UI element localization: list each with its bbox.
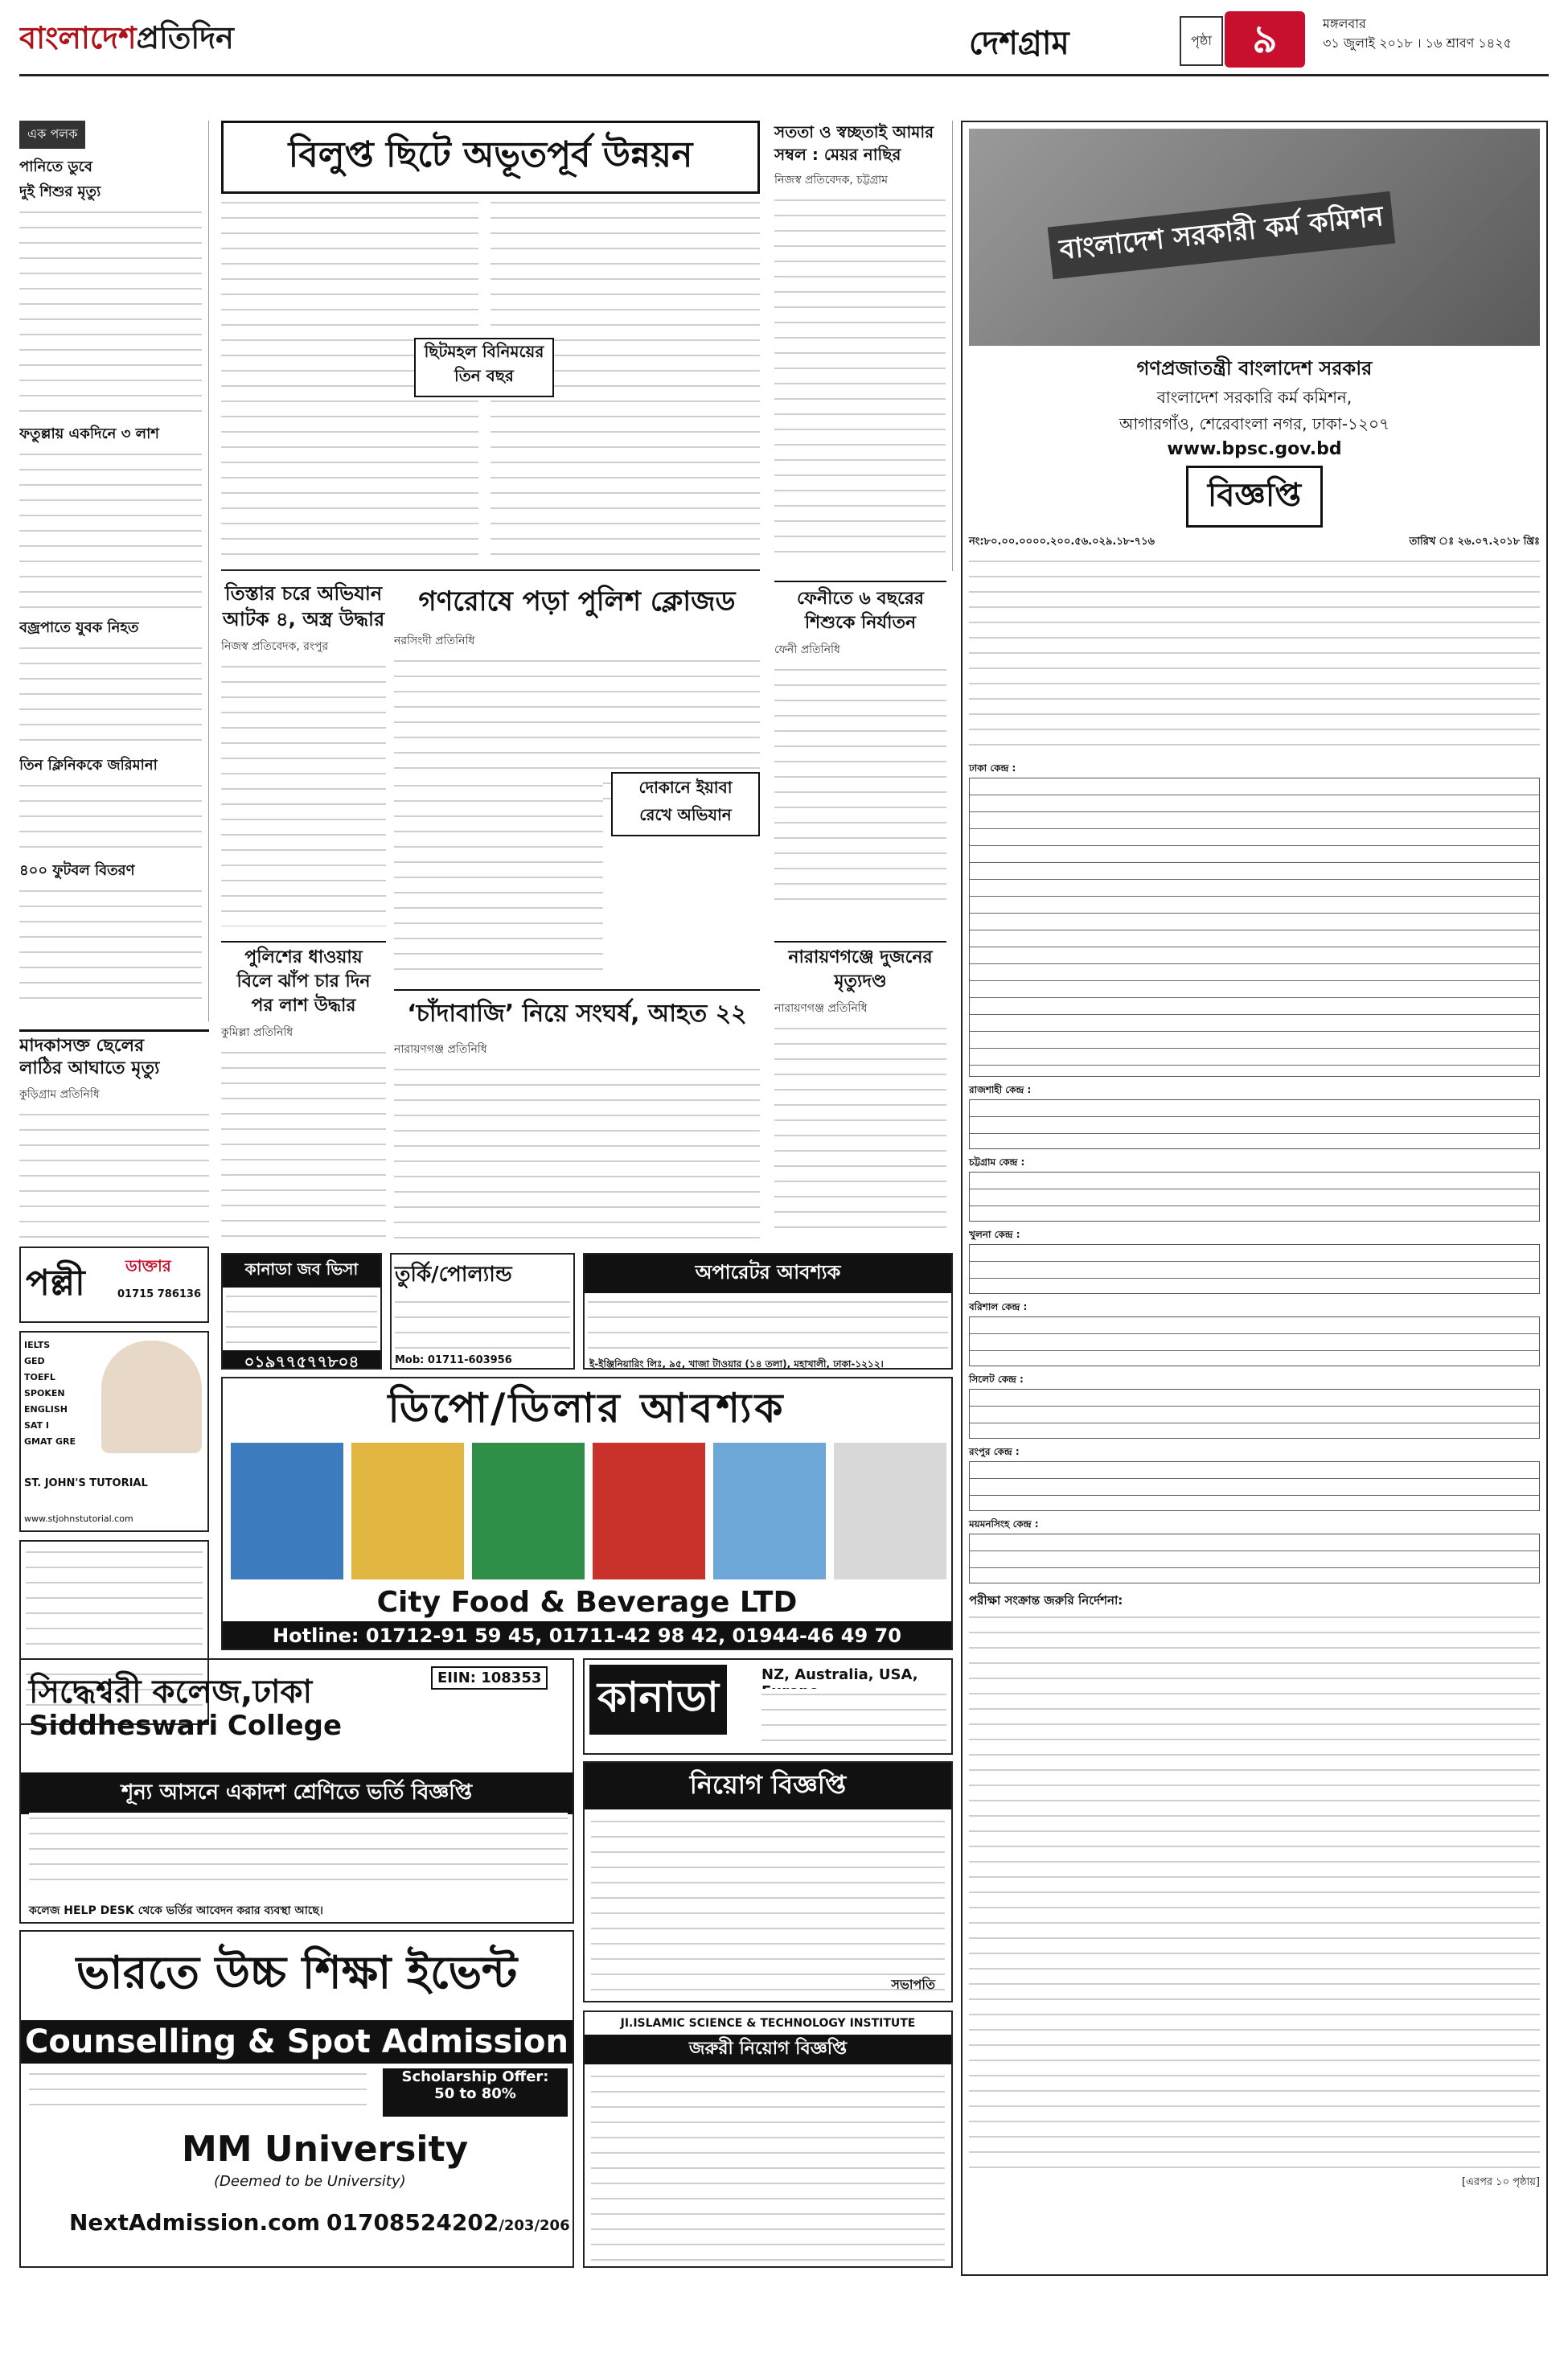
- story-madok-byline: কুড়িগ্রাম প্রতিনিধি: [19, 1088, 100, 1101]
- brief-head-3: বজ্রপাতে যুবক নিহত: [19, 619, 139, 636]
- siddheswari-admission: শূন্য আসনে একাদশ শ্রেণিতে ভর্তি বিজ্ঞপ্তি: [21, 1772, 573, 1814]
- india-event-text: [29, 2068, 367, 2117]
- sidebar-title: সততা ও স্বচ্ছতাই আমার সম্বল : মেয়র নাছির: [774, 122, 934, 164]
- sidebar-story: [768, 121, 953, 571]
- brief-body-1: [19, 207, 202, 416]
- palli-sub: ডাক্তার: [125, 1256, 171, 1275]
- india-event-title: ভারতে উচ্চ শিক্ষা ইভেন্ট: [76, 1947, 518, 1999]
- bpsc-intro: [969, 556, 1540, 757]
- section-name: দেশগ্রাম: [969, 25, 1069, 62]
- ielts-item: GMAT GRE: [24, 1436, 76, 1447]
- lead-story: [221, 121, 760, 571]
- brief-body-2: [19, 449, 202, 610]
- scholarship-label: Scholarship Offer:: [401, 2068, 549, 2085]
- centre-chattogram: চট্টগ্রাম কেন্দ্র :: [969, 1156, 1025, 1168]
- ad-niyog: [583, 1761, 953, 2002]
- product-image: [351, 1443, 464, 1579]
- centre-barishal: বরিশাল কেন্দ্র :: [969, 1301, 1028, 1312]
- story-tista-title: তিস্তার চরে অভিযান আটক ৪, অস্ত্র উদ্ধার: [222, 582, 385, 630]
- story-chadabaji-body: [394, 1064, 760, 1247]
- cityfood-name: City Food & Beverage LTD: [376, 1586, 798, 1619]
- ad-operator: [583, 1253, 953, 1370]
- next-ext: /203/206: [499, 2217, 570, 2234]
- story-tista-byline: নিজস্ব প্রতিবেদক, রংপুর: [221, 640, 329, 653]
- centre-dhaka: ঢাকা কেন্দ্র :: [969, 762, 1016, 774]
- palli-phone: 01715 786136: [117, 1288, 202, 1300]
- ad-india-event: [19, 1930, 574, 2268]
- centre-rangpur: রংপুর কেন্দ্র :: [969, 1446, 1020, 1457]
- ielts-item: SPOKEN ENGLISH: [24, 1388, 68, 1415]
- palli-title: পল্লী: [26, 1263, 85, 1304]
- niyog-sign: সভাপতি: [891, 1977, 935, 1992]
- brief-column: [19, 121, 209, 1021]
- page-label: পৃষ্ঠা: [1180, 16, 1223, 66]
- stjohn-name: ST. JOHN'S TUTORIAL: [24, 1477, 148, 1489]
- bpsc-instructions-head: পরীক্ষা সংক্রান্ত জরুরি নির্দেশনা:: [969, 1593, 1123, 1608]
- centre-rajshahi: রাজশাহী কেন্দ্র :: [969, 1084, 1032, 1095]
- ad-canada-job: [221, 1253, 382, 1370]
- brand-left: বাংলাদেশ: [19, 20, 137, 55]
- mm-sub: (Deemed to be University): [214, 2173, 406, 2190]
- bpsc-photo-caption: বাংলাদেশ সরকারী কর্ম কমিশন: [1048, 191, 1396, 279]
- depot-title: ডিপো/ডিলার আবশ্যক: [223, 1378, 951, 1445]
- brief-body-3: [19, 643, 202, 747]
- niyog-text: [591, 1816, 945, 1993]
- story-feni-body: [774, 664, 946, 906]
- ielts-item: TOEFL: [24, 1372, 55, 1382]
- masthead-brand: [19, 14, 357, 63]
- table-sylhet: [969, 1389, 1540, 1439]
- story-madok-body: [19, 1109, 209, 1238]
- siddheswari-bn: সিদ্ধেশ্বরী কলেজ,ঢাকা: [29, 1674, 313, 1711]
- story-feni-byline: ফেনী প্রতিনিধি: [774, 643, 840, 656]
- bpsc-instructions: [969, 1612, 1540, 2175]
- table-dhaka: [969, 778, 1540, 1077]
- story-madok: [19, 1029, 209, 1238]
- turkey-text: [395, 1296, 570, 1353]
- siddheswari-en: Siddheswari College: [29, 1710, 343, 1742]
- masthead-rule: [19, 74, 1549, 76]
- ielts-list: [24, 1337, 88, 1450]
- student-photo: [101, 1341, 202, 1453]
- story-cumilla-title: পুলিশের ধাওয়ায় বিলে ঝাঁপ চার দিন পর লাশ উদ্ধার: [221, 941, 386, 1018]
- brief-head-4: তিন ক্লিনিককে জরিমানা: [19, 757, 158, 774]
- table-mymensingh: [969, 1534, 1540, 1583]
- canada-job-phone: ০১৯৭৭৫৭৭৮০৪: [223, 1350, 380, 1370]
- turkey-title: তুর্কি/পোল্যান্ড: [395, 1263, 512, 1287]
- kanada-sub: NZ, Australia, USA,: [761, 1666, 918, 1683]
- page-number-badge: ৯: [1225, 11, 1305, 68]
- sidebar-body: [774, 195, 946, 557]
- product-image: [231, 1443, 343, 1579]
- brief-body-5: [19, 885, 202, 1006]
- brief-body-4: [19, 780, 202, 852]
- story-police-body2: [394, 780, 603, 981]
- story-madok-title: মাদকাসক্ত ছেলের লাঠির আঘাতে মৃত্যু: [19, 1029, 209, 1080]
- operator-address: ই-ইঞ্জিনিয়ারিং লিঃ, ৯৫, খাজা টাওয়ার (১৪ তলা), মহাখালী, ঢাকা-১২১২।: [589, 1358, 884, 1370]
- siddheswari-eiin: EIIN: 108353: [431, 1666, 548, 1690]
- mm-university: MM University: [182, 2129, 469, 2170]
- turkey-phone: Mob: 01711-603956: [395, 1354, 512, 1366]
- story-police-box: দোকানে ইয়াবা রেখে অভিযান: [611, 772, 760, 836]
- story-police-byline: নরসিংদী প্রতিনিধি: [394, 635, 475, 647]
- bpsc-building-photo: [969, 129, 1540, 346]
- operator-text: [588, 1296, 948, 1353]
- story-narayanganj-byline: নারায়ণগঞ্জ প্রতিনিধি: [774, 1002, 868, 1015]
- niyog-title: নিয়োগ বিজ্ঞপ্তি: [585, 1763, 951, 1809]
- ad-palli: [19, 1247, 209, 1323]
- ad-turkey: [390, 1253, 575, 1370]
- ielts-item: SAT I: [24, 1420, 50, 1431]
- lead-title: বিলুপ্ত ছিটে অভূতপূর্ব উন্নয়ন: [221, 121, 760, 194]
- dateline: [1323, 14, 1512, 53]
- ad-siddheswari: [19, 1658, 574, 1924]
- counselling-banner: Counselling & Spot Admission: [21, 2020, 573, 2064]
- product-row: [231, 1443, 946, 1579]
- cityfood-hotline: Hotline: 01712-91 59 45, 01711-42 98 42, 01944-46 49 70: [223, 1621, 951, 1650]
- story-police-title: গণরোষে পড়া পুলিশ ক্লোজড: [418, 585, 736, 618]
- jiislamic-notice: জরুরী নিয়োগ বিজ্ঞপ্তি: [585, 2035, 951, 2064]
- bpsc-ref-row: [969, 534, 1540, 551]
- bpsc-org: বাংলাদেশ সরকারি কর্ম কমিশন,: [1156, 388, 1353, 407]
- ad-kanada: [583, 1658, 953, 1755]
- story-chadabaji: [394, 989, 760, 1247]
- centre-khulna: খুলনা কেন্দ্র :: [969, 1229, 1020, 1240]
- bpsc-address: আগারগাঁও, শেরেবাংলা নগর, ঢাকা-১২০৭: [1119, 414, 1390, 433]
- ielts-item: GED: [24, 1356, 45, 1366]
- story-chadabaji-title: ‘চাঁদাবাজি’ নিয়ে সংঘর্ষ, আহত ২২: [394, 989, 760, 1035]
- scholarship-percent: 50 to 80%: [434, 2085, 516, 2102]
- bpsc-ref: নং:৮০.০০.০০০০.২০০.৫৬.০২৯.১৮-৭১৬: [969, 536, 1155, 548]
- siddheswari-helpdesk: কলেজ HELP DESK থেকে ভর্তির আবেদন করার ব্যবস্থা আছে।: [29, 1904, 323, 1917]
- story-chadabaji-byline: নারায়ণগঞ্জ প্রতিনিধি: [394, 1043, 487, 1056]
- weekday: মঙ্গলবার: [1323, 16, 1366, 31]
- brief-head-1: পানিতে ডুবে দুই শিশুর মৃত্যু: [19, 158, 101, 200]
- kanada-title: কানাডা: [589, 1665, 727, 1735]
- ad-cityfood: [221, 1377, 953, 1650]
- table-rajshahi: [969, 1099, 1540, 1149]
- lead-box: ছিটমহল বিনিময়ের তিন বছর: [414, 338, 554, 397]
- nextadmission-link[interactable]: NextAdmission.com: [69, 2209, 321, 2236]
- table-barishal: [969, 1316, 1540, 1366]
- story-narayanganj-body: [774, 1023, 946, 1232]
- story-cumilla-body: [221, 1047, 386, 1240]
- siddheswari-text: [29, 1813, 568, 1893]
- story-narayanganj: [768, 941, 953, 1247]
- stjohn-web: www.stjohnstutorial.com: [24, 1514, 133, 1524]
- brief-head-2: ফতুল্লায় একদিনে ৩ লাশ: [19, 425, 159, 442]
- next-phone: 01708524202: [326, 2209, 499, 2236]
- product-image: [713, 1443, 826, 1579]
- story-police-lines: [394, 780, 603, 981]
- story-cumilla: [221, 941, 386, 1247]
- scholarship-box: [383, 2068, 568, 2117]
- table-rangpur: [969, 1461, 1540, 1511]
- operator-title: অপারেটর আবশ্যক: [585, 1255, 951, 1293]
- story-cumilla-byline: কুমিল্লা প্রতিনিধি: [221, 1026, 293, 1039]
- product-image: [834, 1443, 946, 1579]
- centre-sylhet: সিলেট কেন্দ্র :: [969, 1374, 1024, 1385]
- bpsc-date: তারিখ ঃ ২৬.০৭.২০১৮ খ্রিঃ: [1409, 536, 1540, 548]
- ad-jiislamic: [583, 2011, 953, 2268]
- table-khulna: [969, 1244, 1540, 1294]
- brief-head-5: ৪০০ ফুটবল বিতরণ: [19, 862, 135, 879]
- nextadmission-phone: [326, 2209, 570, 2236]
- product-image: [593, 1443, 705, 1579]
- canada-job-text: [226, 1291, 377, 1347]
- story-narayanganj-title: নারায়ণগঞ্জে দুজনের মৃত্যুদণ্ড: [774, 941, 946, 994]
- product-image: [472, 1443, 585, 1579]
- table-chattogram: [969, 1172, 1540, 1222]
- bpsc-website[interactable]: www.bpsc.gov.bd: [1167, 439, 1342, 459]
- bpsc-gov: গণপ্রজাতন্ত্রী বাংলাদেশ সরকার: [1136, 357, 1373, 380]
- jiislamic-text: [591, 2071, 945, 2264]
- brand-right: প্রতিদিন: [136, 20, 234, 55]
- story-feni-title: ফেনীতে ৬ বছরের শিশুকে নির্যাতন: [774, 581, 946, 635]
- ad-stjohn: [19, 1331, 209, 1532]
- ielts-item: IELTS: [24, 1340, 51, 1350]
- kanada-text: [761, 1689, 946, 1745]
- story-tista-body: [221, 661, 386, 926]
- canada-job-title: কানাডা জব ভিসা: [223, 1255, 380, 1288]
- sidebar-byline: নিজস্ব প্রতিবেদক, চট্টগ্রাম: [774, 174, 888, 187]
- section-header: [969, 8, 1556, 72]
- centre-mymensingh: ময়মনসিংহ কেন্দ্র :: [969, 1518, 1039, 1530]
- jiislamic-name: JI.ISLAMIC SCIENCE & TECHNOLOGY INSTITUTE: [620, 2017, 916, 2030]
- brief-kicker: এক পলক: [19, 121, 85, 149]
- bpsc-continued: [এরপর ১০ পৃষ্ঠায়]: [1461, 2176, 1540, 2188]
- story-tista: [221, 581, 386, 934]
- bpsc-notice-title: বিজ্ঞপ্তি: [1186, 466, 1323, 528]
- story-feni: [768, 581, 953, 934]
- bpsc-notice: [961, 121, 1548, 2276]
- date: ৩১ জুলাই ২০১৮ । ১৬ শ্রাবণ ১৪২৫: [1323, 35, 1512, 51]
